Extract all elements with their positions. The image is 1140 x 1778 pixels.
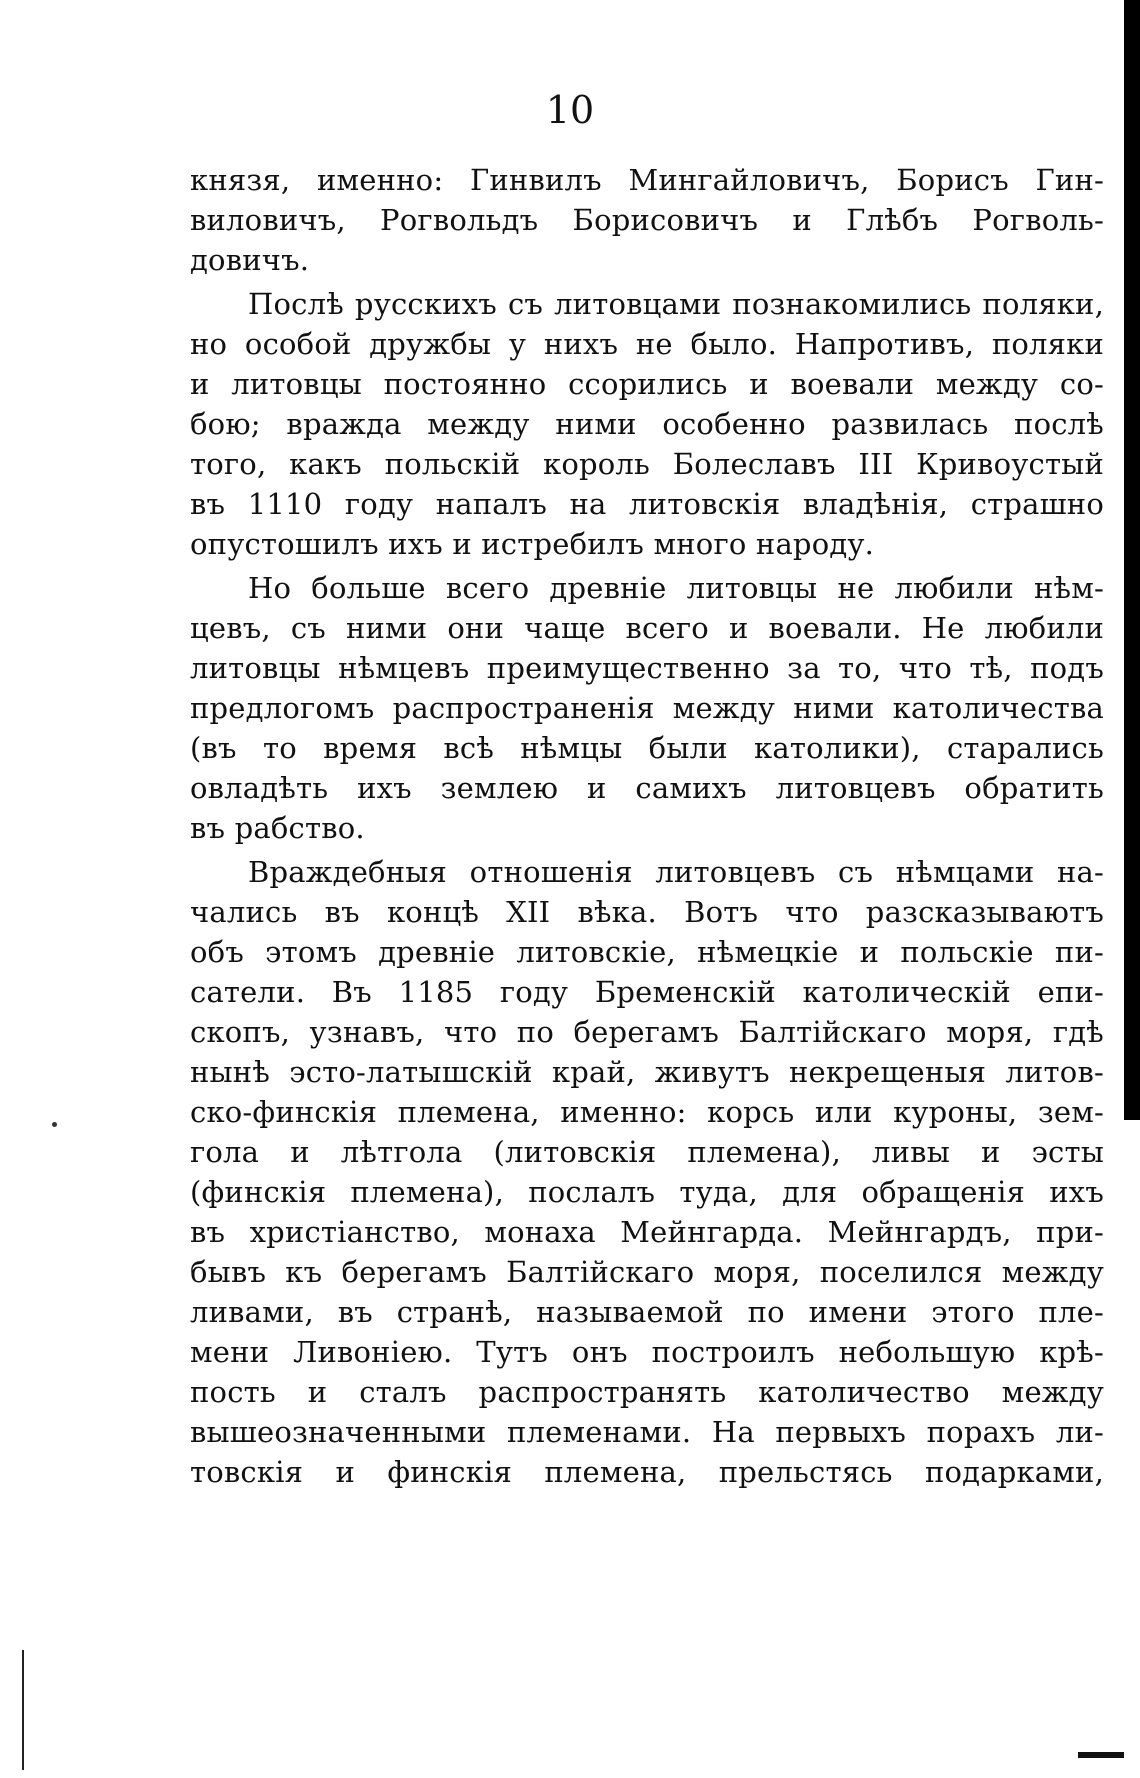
text-line: бывъ къ берегамъ Балтійскаго моря, поселился между	[190, 1255, 1104, 1289]
text-line: объ этомъ древніе литовскіе, нѣмецкіе и польскіе пи-	[190, 935, 1104, 969]
text-line: Но больше всего древніе литовцы не любили нѣм-	[248, 571, 1104, 605]
body-text	[190, 160, 1104, 1492]
page-number: 10	[545, 88, 595, 132]
text-line: (финскія племена), послалъ туда, для обращенія ихъ	[190, 1175, 1104, 1209]
text-line: предлогомъ распространенія между ними католичества	[190, 691, 1104, 725]
text-line: пость и сталъ распространять католичество между	[190, 1375, 1104, 1409]
text-line: виловичъ, Рогвольдъ Борисовичъ и Глѣбъ Рогволь-	[190, 203, 1104, 237]
text-line: литовцы нѣмцевъ преимущественно за то, что тѣ, подъ	[190, 651, 1104, 685]
text-line: Враждебныя отношенія литовцевъ съ нѣмцами на-	[248, 855, 1104, 889]
text-line: скопъ, узнавъ, что по берегамъ Балтійскаго моря, гдѣ	[190, 1015, 1104, 1049]
text-line: того, какъ польскій король Болеславъ III Кривоустый	[190, 447, 1104, 481]
scan-edge-gap	[1128, 1120, 1136, 1778]
text-line: въ христіанство, монаха Мейнгарда. Мейнгардъ, при-	[190, 1215, 1104, 1249]
text-line: и литовцы постоянно ссорились и воевали между со-	[190, 367, 1104, 401]
text-line: князя, именно: Гинвилъ Мингайловичъ, Борисъ Гин-	[190, 163, 1104, 197]
text-line: довичъ.	[190, 243, 310, 277]
text-line: но особой дружбы у нихъ не было. Напротивъ, поляки	[190, 327, 1104, 361]
scan-bottom-mark	[1078, 1752, 1124, 1758]
text-line: овладѣть ихъ землею и самихъ литовцевъ обратить	[190, 771, 1104, 805]
text-line: чались въ концѣ XII вѣка. Вотъ что разсказываютъ	[190, 895, 1104, 929]
text-line: (въ то время всѣ нѣмцы были католики), старались	[190, 731, 1104, 765]
text-line: ливами, въ странѣ, называемой по имени этого пле-	[190, 1295, 1104, 1329]
text-line: мени Ливоніею. Тутъ онъ построилъ небольшую крѣ-	[190, 1335, 1104, 1369]
text-line: Послѣ русскихъ съ литовцами познакомились поляки,	[248, 287, 1104, 321]
scan-edge-shadow	[1124, 0, 1140, 1120]
text-line: вышеозначенными племенами. На первыхъ порахъ ли-	[190, 1415, 1104, 1449]
text-line: бою; вражда между ними особенно развилась послѣ	[190, 407, 1104, 441]
text-line: нынѣ эсто-латышскій край, живутъ некрещеныя литов-	[190, 1055, 1104, 1089]
scan-left-mark	[22, 1650, 24, 1770]
text-line: въ 1110 году напалъ на литовскія владѣнія, страшно	[190, 487, 1104, 521]
text-line: опустошилъ ихъ и истребилъ много народу.	[190, 527, 875, 561]
text-line: гола и лѣтгола (литовскія племена), ливы и эсты	[190, 1135, 1104, 1169]
text-line: въ рабство.	[190, 811, 365, 845]
text-line: товскія и финскія племена, прельстясь подарками,	[190, 1455, 1104, 1489]
text-line: цевъ, съ ними они чаще всего и воевали. Не любили	[190, 611, 1104, 645]
scan-dot-mark	[52, 1122, 57, 1127]
text-line: ско-финскія племена, именно: корсь или куроны, зем-	[190, 1095, 1104, 1129]
text-line: сатели. Въ 1185 году Бременскій католическій епи-	[190, 975, 1104, 1009]
